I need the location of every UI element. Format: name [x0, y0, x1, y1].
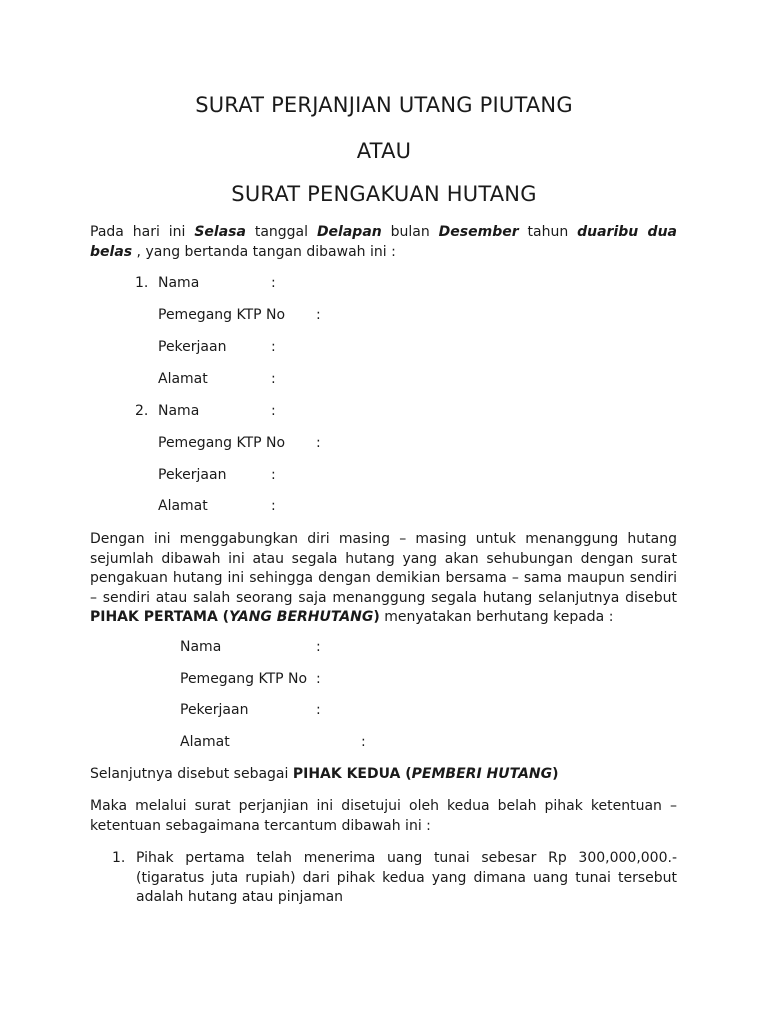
intro-year: duaribu dua belas: [90, 224, 677, 260]
second-party-label: PIHAK KEDUA (PEMBERI HUTANG): [292, 766, 559, 782]
intro-day: Selasa: [194, 224, 246, 240]
intro-text: bulan: [381, 224, 439, 240]
document-title: SURAT PERJANJIAN UTANG PIUTANG: [195, 93, 573, 117]
field-colon: :: [271, 403, 276, 419]
field-colon: :: [271, 467, 276, 483]
field-colon: :: [271, 339, 276, 355]
field-colon: :: [361, 734, 366, 750]
intro-text: Pada hari ini: [90, 224, 195, 240]
paragraph-text: Dengan ini menggabungkan diri masing – masing untuk menanggung hutang sejumlah dibawah ini atau segala hutang yang akan sehubungan dengan surat pengakuan hutang ini sehingga dengan demikian bersama – sama maupun sendiri – sendiri atau salah seorang saja menanggung segala hutang selanjutnya disebut: [90, 531, 677, 606]
field-label-alamat: Alamat: [158, 498, 208, 514]
document-subtitle: SURAT PENGAKUAN HUTANG: [231, 182, 537, 206]
field-colon: :: [271, 498, 276, 514]
field-label-nama: Nama: [158, 403, 200, 419]
intro-date: Delapan: [316, 224, 382, 240]
intro-paragraph: [90, 223, 677, 262]
intro-month: Desember: [438, 224, 519, 240]
field-label-ktp: Pemegang KTP No: [158, 307, 286, 323]
agreement-paragraph: Maka melalui surat perjanjian ini disetujui oleh kedua belah pihak ketentuan – ketentuan sebagaimana tercantum dibawah ini :: [90, 798, 677, 834]
field-label-pekerjaan: Pekerjaan: [180, 702, 249, 718]
field-colon: :: [316, 671, 321, 687]
field-label-alamat: Alamat: [180, 734, 230, 750]
second-party-line: [90, 765, 677, 785]
field-label-ktp: Pemegang KTP No: [180, 671, 308, 687]
field-colon: :: [316, 307, 321, 323]
document-title-separator: ATAU: [356, 139, 412, 163]
field-label-pekerjaan: Pekerjaan: [158, 467, 227, 483]
field-colon: :: [316, 639, 321, 655]
intro-text: tanggal: [245, 224, 317, 240]
field-colon: :: [316, 435, 321, 451]
list-number: 1.: [112, 850, 126, 866]
field-colon: :: [316, 702, 321, 718]
joint-liability-paragraph: [90, 530, 677, 628]
intro-text: tahun: [518, 224, 578, 240]
term-item: Pihak pertama telah menerima uang tunai sebesar Rp 300,000,000.- (tigaratus juta rupiah) dari pihak kedua yang dimana uang tunai tersebut adalah hutang atau pinjaman: [136, 850, 677, 905]
field-label-ktp: Pemegang KTP No: [158, 435, 286, 451]
first-party-label: PIHAK PERTAMA (YANG BERHUTANG): [90, 609, 380, 625]
paragraph-text: menyatakan berhutang kepada :: [379, 609, 614, 625]
paragraph-text: Selanjutnya disebut sebagai: [90, 766, 293, 782]
list-number: 2.: [135, 403, 149, 419]
list-number: 1.: [135, 275, 149, 291]
field-label-pekerjaan: Pekerjaan: [158, 339, 227, 355]
field-label-nama: Nama: [180, 639, 222, 655]
field-label-nama: Nama: [158, 275, 200, 291]
field-label-alamat: Alamat: [158, 371, 208, 387]
field-colon: :: [271, 371, 276, 387]
intro-text: , yang bertanda tangan dibawah ini :: [132, 243, 396, 260]
field-colon: :: [271, 275, 276, 291]
